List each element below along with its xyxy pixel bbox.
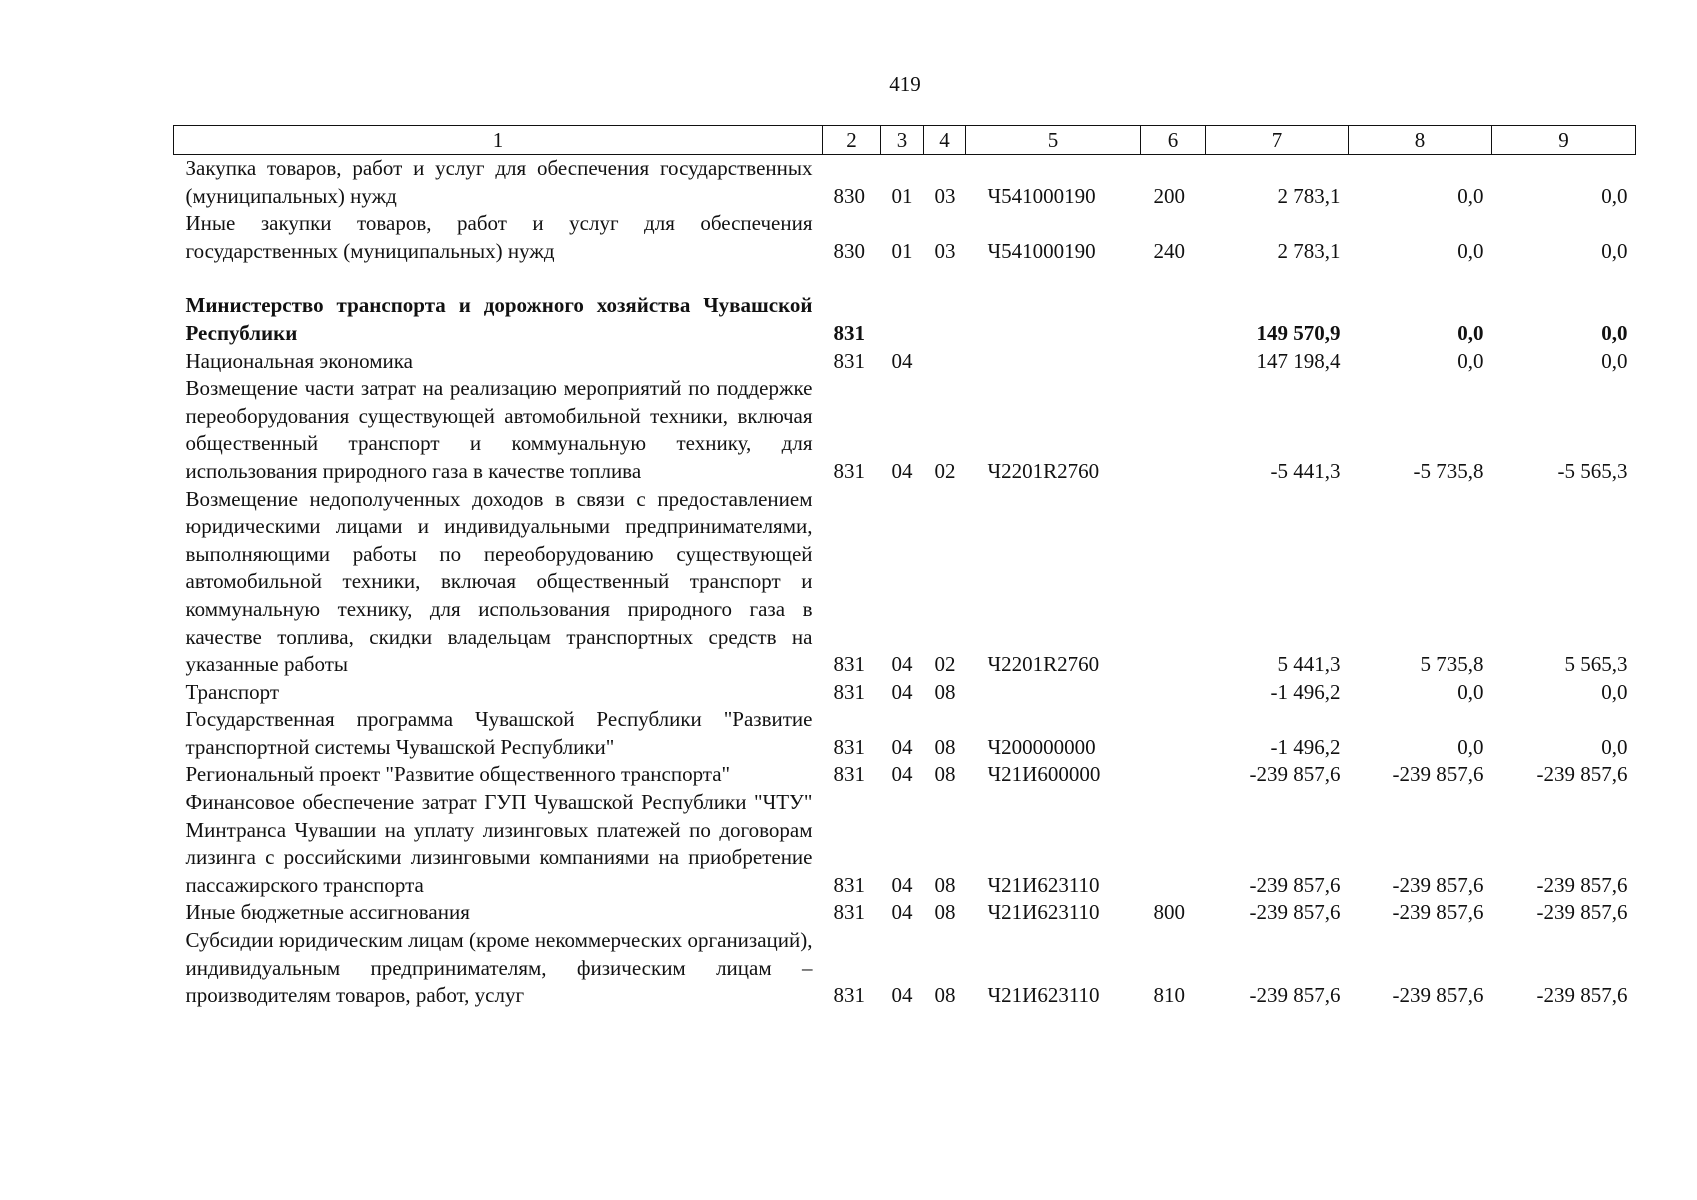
table-row	[174, 375, 1636, 485]
row-amount-col9: 0,0	[1601, 348, 1628, 373]
row-code-section: 04	[891, 900, 913, 925]
row-amount-col7: -239 857,6	[1249, 983, 1341, 1008]
row-code-expense-type	[1141, 761, 1206, 789]
header-row	[174, 126, 1636, 155]
row-amount-col8: 0,0	[1457, 183, 1484, 208]
header-cell-3: 3	[881, 126, 924, 155]
row-code-expense-type: 200	[1153, 183, 1185, 208]
row-code-chapter: 831	[833, 348, 865, 373]
table-row	[174, 706, 1636, 761]
row-amount-col9: 0,0	[1601, 734, 1628, 759]
row-name: Возмещение части затрат на реализацию мероприятий по поддержке переоборудования существующей автомобильной техники, включая общественный транспорт и коммунальную технику, для использования природного газа в качестве топлива	[185, 376, 813, 483]
spacer-row	[174, 265, 1636, 292]
row-amount-col9: -239 857,6	[1536, 983, 1628, 1008]
row-amount-col7: -1 496,2	[1270, 734, 1341, 759]
row-code-expense-type	[1141, 375, 1206, 485]
header-cell-1: 1	[174, 126, 823, 155]
row-amount-col9: -239 857,6	[1536, 900, 1628, 925]
table-row	[174, 486, 1636, 679]
row-name: Иные бюджетные ассигнования	[185, 900, 470, 925]
row-amount-col8: -239 857,6	[1392, 762, 1484, 787]
header-cell-6: 6	[1141, 126, 1206, 155]
row-code-expense-type	[1141, 789, 1206, 899]
row-amount-col9: -239 857,6	[1536, 872, 1628, 897]
row-code-chapter: 831	[833, 458, 865, 483]
row-code-subsection: 08	[934, 762, 956, 787]
row-code-expense-type	[1141, 706, 1206, 761]
row-code-target	[966, 348, 1141, 376]
row-code-section: 01	[891, 183, 913, 208]
row-name: Транспорт	[185, 679, 280, 704]
row-amount-col7: -1 496,2	[1270, 679, 1341, 704]
row-code-section: 04	[891, 983, 913, 1008]
header-cell-7: 7	[1206, 126, 1349, 155]
row-amount-col8: -5 735,8	[1413, 458, 1484, 483]
table-body	[174, 155, 1636, 1010]
budget-table	[173, 125, 1636, 1010]
row-name: Возмещение недополученных доходов в связи с предоставлением юридическими лицами и индивидуальными предпринимателями, выполняющими работы по переоборудованию существующей автомобильной техники, включая общественный транспорт и коммунальную технику, для использования природного газа в качестве топлива, скидки владельцам транспортных средств на указанные работы	[185, 486, 813, 677]
row-code-subsection: 02	[934, 458, 956, 483]
row-code-target: Ч21И623110	[987, 983, 1100, 1008]
row-code-target: Ч2201R2760	[987, 458, 1100, 483]
table-row	[174, 899, 1636, 927]
row-amount-col8: -239 857,6	[1392, 900, 1484, 925]
row-code-chapter: 830	[833, 183, 865, 208]
row-amount-col9: 0,0	[1601, 320, 1628, 345]
row-amount-col7: 2 783,1	[1277, 183, 1341, 208]
row-code-section: 04	[891, 458, 913, 483]
row-code-section	[881, 292, 924, 347]
row-code-target: Ч541000190	[987, 183, 1096, 208]
row-amount-col9: 0,0	[1601, 238, 1628, 263]
row-code-expense-type: 800	[1153, 900, 1185, 925]
row-code-section: 04	[891, 679, 913, 704]
table-row	[174, 292, 1636, 347]
row-amount-col8: 0,0	[1457, 734, 1484, 759]
row-amount-col8: -239 857,6	[1392, 983, 1484, 1008]
header-cell-8: 8	[1349, 126, 1492, 155]
header-cell-2: 2	[823, 126, 881, 155]
table-row	[174, 789, 1636, 899]
row-code-chapter: 831	[833, 762, 865, 787]
row-amount-col7: -239 857,6	[1249, 762, 1341, 787]
table-row	[174, 210, 1636, 265]
row-code-chapter: 831	[833, 679, 865, 704]
header-cell-4: 4	[924, 126, 966, 155]
row-amount-col8: 5 735,8	[1420, 652, 1484, 677]
row-code-subsection	[924, 348, 966, 376]
header-cell-9: 9	[1492, 126, 1636, 155]
row-code-subsection: 03	[934, 183, 956, 208]
header-cell-5: 5	[966, 126, 1141, 155]
row-code-subsection: 08	[934, 900, 956, 925]
row-amount-col7: -239 857,6	[1249, 872, 1341, 897]
row-code-section: 04	[891, 348, 913, 373]
row-code-target: Ч21И600000	[987, 762, 1101, 787]
row-code-expense-type	[1141, 348, 1206, 376]
row-name: Региональный проект "Развитие общественного транспорта"	[185, 762, 731, 787]
row-code-target: Ч21И623110	[987, 900, 1100, 925]
row-code-expense-type: 240	[1153, 238, 1185, 263]
row-code-expense-type	[1141, 486, 1206, 679]
row-amount-col9: 0,0	[1601, 183, 1628, 208]
row-amount-col8: 0,0	[1457, 238, 1484, 263]
row-amount-col7: 149 570,9	[1256, 320, 1341, 345]
row-code-chapter: 831	[833, 652, 865, 677]
row-code-subsection	[924, 292, 966, 347]
row-code-subsection: 08	[934, 679, 956, 704]
spacer-cell	[174, 265, 1636, 292]
table-row	[174, 155, 1636, 211]
row-name: Министерство транспорта и дорожного хозяйства Чувашской Республики	[185, 293, 813, 345]
row-code-subsection: 02	[934, 652, 956, 677]
row-code-target: Ч21И623110	[987, 872, 1100, 897]
row-amount-col9: -239 857,6	[1536, 762, 1628, 787]
table-row	[174, 761, 1636, 789]
row-code-chapter: 831	[833, 320, 865, 345]
row-code-section: 04	[891, 762, 913, 787]
row-amount-col8: -239 857,6	[1392, 872, 1484, 897]
row-code-chapter: 831	[833, 872, 865, 897]
row-amount-col7: 2 783,1	[1277, 238, 1341, 263]
row-name: Субсидии юридическим лицам (кроме некоммерческих организаций), индивидуальным предпринимателям, физическим лицам – производителям товаров, работ, услуг	[185, 928, 813, 1008]
row-code-chapter: 831	[833, 734, 865, 759]
row-amount-col8: 0,0	[1457, 679, 1484, 704]
row-code-target	[966, 679, 1141, 707]
row-amount-col7: 147 198,4	[1256, 348, 1341, 373]
row-name: Иные закупки товаров, работ и услуг для обеспечения государственных (муниципальных) нужд	[185, 211, 813, 263]
row-code-target	[966, 292, 1141, 347]
row-code-section: 04	[891, 652, 913, 677]
row-code-subsection: 08	[934, 983, 956, 1008]
row-amount-col8: 0,0	[1457, 320, 1484, 345]
row-code-section: 04	[891, 872, 913, 897]
row-amount-col7: 5 441,3	[1277, 652, 1341, 677]
row-code-section: 01	[891, 238, 913, 263]
row-amount-col8: 0,0	[1457, 348, 1484, 373]
row-code-subsection: 08	[934, 734, 956, 759]
row-amount-col9: -5 565,3	[1557, 458, 1628, 483]
row-code-target: Ч2201R2760	[987, 652, 1100, 677]
row-amount-col7: -5 441,3	[1270, 458, 1341, 483]
row-code-subsection: 03	[934, 238, 956, 263]
table-row	[174, 927, 1636, 1010]
row-code-expense-type: 810	[1153, 983, 1185, 1008]
row-code-section: 04	[891, 734, 913, 759]
row-amount-col9: 0,0	[1601, 679, 1628, 704]
row-name: Закупка товаров, работ и услуг для обеспечения государственных (муниципальных) нужд	[185, 156, 813, 208]
row-code-target: Ч200000000	[987, 734, 1096, 759]
row-name: Национальная экономика	[185, 348, 413, 373]
row-code-chapter: 831	[833, 983, 865, 1008]
row-code-chapter: 830	[833, 238, 865, 263]
row-code-chapter: 831	[833, 900, 865, 925]
table-header	[174, 126, 1636, 155]
row-name: Финансовое обеспечение затрат ГУП Чувашской Республики "ЧТУ" Минтранса Чувашии на уплату лизинговых платежей по договорам лизинга с российскими лизинговыми компаниями на приобретение пассажирского транспорта	[185, 790, 813, 897]
row-name: Государственная программа Чувашской Республики "Развитие транспортной системы Чувашской Республики"	[185, 707, 813, 759]
page-number: 419	[889, 72, 921, 96]
row-amount-col7: -239 857,6	[1249, 900, 1341, 925]
table-row	[174, 679, 1636, 707]
row-code-expense-type	[1141, 292, 1206, 347]
table-row	[174, 348, 1636, 376]
row-amount-col9: 5 565,3	[1564, 652, 1628, 677]
row-code-subsection: 08	[934, 872, 956, 897]
row-code-target: Ч541000190	[987, 238, 1096, 263]
row-code-expense-type	[1141, 679, 1206, 707]
